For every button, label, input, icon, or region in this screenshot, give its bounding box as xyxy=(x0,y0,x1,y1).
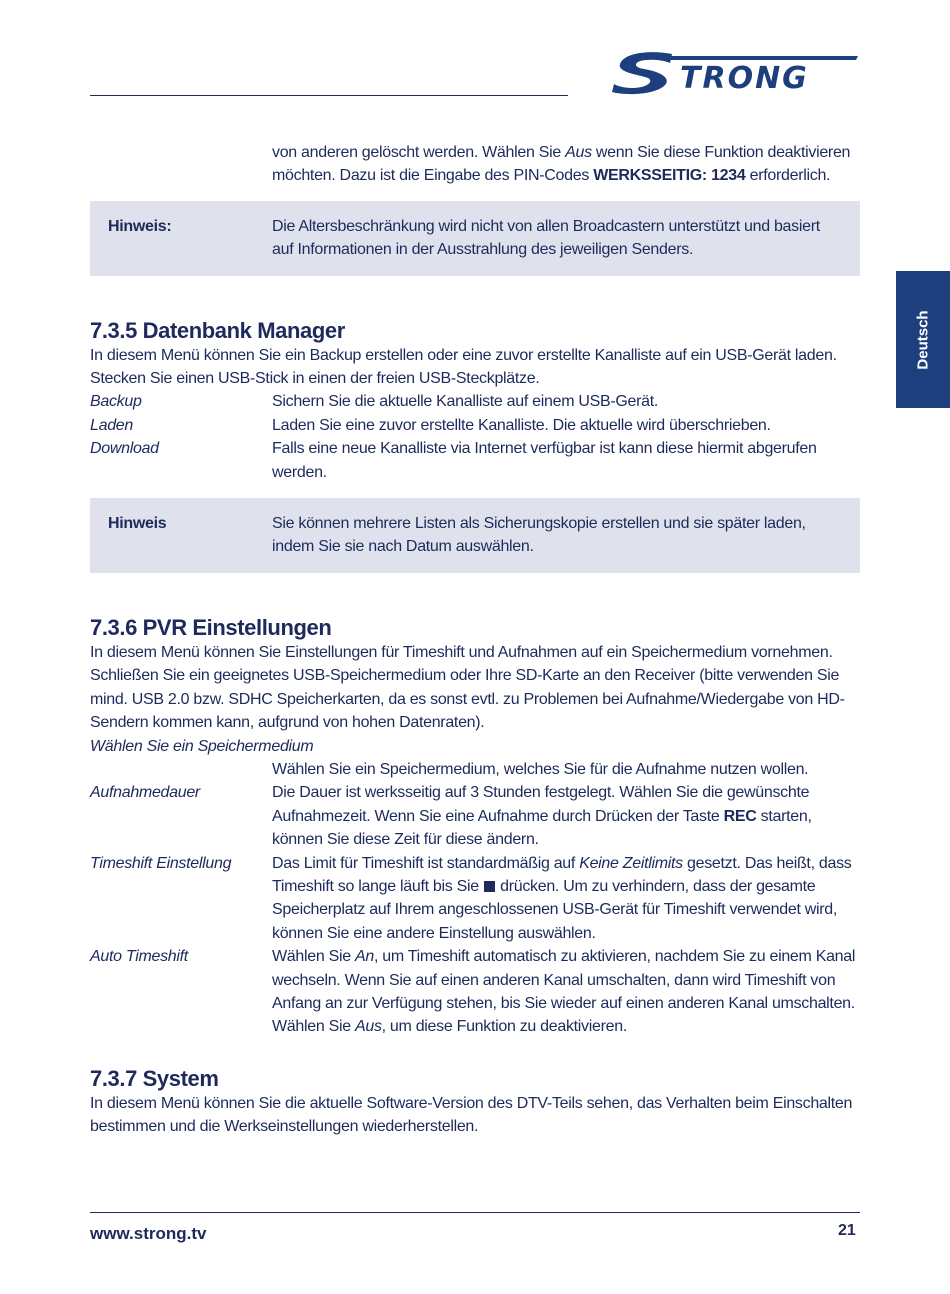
definition-desc: Falls eine neue Kanalliste via Internet verfügbar ist kann diese hiermit abgerufen werden. xyxy=(272,440,817,481)
strong-logo xyxy=(612,48,862,96)
section-title-datenbank: 7.3.5 Datenbank Manager xyxy=(90,317,345,343)
definition-row xyxy=(90,852,860,946)
page-number: 21 xyxy=(838,1222,856,1239)
language-tab xyxy=(896,271,950,408)
definition-row xyxy=(90,945,860,1039)
definition-desc: Wählen Sie ein Speichermedium, welches Sie für die Aufnahme nutzen wollen. xyxy=(272,760,809,778)
note-label: Hinweis: xyxy=(108,217,172,235)
note-label: Hinweis xyxy=(108,515,167,533)
definition-term: Auto Timeshift xyxy=(90,948,188,966)
definition-desc: Wählen Sie An, um Timeshift automatisch zu aktivieren, nachdem Sie zu einem Kanal wechseln. Wenn Sie auf einen anderen Kanal umschalten, dann wird Timeshift von Anfang an zur Verfügung stehen, bis Sie wieder auf einen anderen Kanal umschalten. Wählen Sie Aus, um diese Funktion zu deaktivieren. xyxy=(272,948,856,1036)
definition-row xyxy=(90,437,860,484)
note-box-backup xyxy=(90,498,860,573)
definition-term: Download xyxy=(90,440,159,458)
footer-url[interactable]: www.strong.tv xyxy=(90,1224,207,1243)
definition-term: Aufnahmedauer xyxy=(90,784,200,802)
section-text-system: In diesem Menü können Sie die aktuelle Software-Version des DTV-Teils sehen, das Verhalten beim Einschalten bestimmen und die Werkseinstellungen wiederherstellen. xyxy=(90,1094,853,1136)
stop-icon xyxy=(484,881,495,892)
definition-term-full: Wählen Sie ein Speichermedium xyxy=(90,737,314,755)
section-text-pvr: In diesem Menü können Sie Einstellungen für Timeshift und Aufnahmen auf ein Speichermedium vornehmen. Schließen Sie ein geeignetes USB-Speichermedium oder Ihre SD-Karte an den Receiver (bitte verwenden Sie mind. USB 2.0 bzw. SDHC Speicherkarten, da es sonst evtl. zu Problemen bei Aufnahme/Wiedergabe von HD-Sendern kommen kann, aufgrund von hohen Datenraten). xyxy=(90,643,845,732)
section-title-pvr: 7.3.6 PVR Einstellungen xyxy=(90,614,332,640)
definition-desc: Das Limit für Timeshift ist standardmäßig auf Keine Zeitlimits gesetzt. Das heißt, dass Timeshift so lange läuft bis Sie drücken. Um zu verhindern, dass der gesamte Speicherplatz auf Ihrem angeschlossenen USB-Gerät für Timeshift verwendet wird, können Sie eine andere Einstellung auswählen. xyxy=(272,854,852,942)
definition-term: Backup xyxy=(90,393,142,411)
definition-desc: Sichern Sie die aktuelle Kanalliste auf einem USB-Gerät. xyxy=(272,393,659,411)
language-tab-label: Deutsch xyxy=(914,309,932,370)
definition-row xyxy=(90,390,860,413)
intro-paragraph: von anderen gelöscht werden. Wählen Sie Aus wenn Sie diese Funktion deaktivieren möchten. Dazu ist die Eingabe des PIN-Codes WERKSSEITIG: 1234 erforderlich. xyxy=(272,144,851,185)
definition-row xyxy=(90,781,860,851)
section-title-system: 7.3.7 System xyxy=(90,1065,219,1091)
note-text: Die Altersbeschränkung wird nicht von allen Broadcastern unterstützt und basiert auf Informationen in der Ausstrahlung des jeweiligen Senders. xyxy=(272,217,820,259)
definition-term: Timeshift Einstellung xyxy=(90,854,232,872)
note-box-age-restriction xyxy=(90,201,860,276)
svg-text:TRONG: TRONG xyxy=(680,61,809,96)
definition-term: Laden xyxy=(90,416,133,434)
section-text-datenbank: In diesem Menü können Sie ein Backup erstellen oder eine zuvor erstellte Kanalliste auf ein USB-Gerät laden. Stecken Sie einen USB-Stick in einen der freien USB-Steckplätze. xyxy=(90,346,837,388)
definition-desc: Laden Sie eine zuvor erstellte Kanalliste. Die aktuelle wird überschrieben. xyxy=(272,416,771,434)
page-content xyxy=(90,141,860,1139)
header-rule xyxy=(90,95,568,96)
definition-row xyxy=(90,414,860,437)
note-text: Sie können mehrere Listen als Sicherungskopie erstellen und sie später laden, indem Sie sie nach Datum auswählen. xyxy=(272,515,806,556)
footer-rule xyxy=(90,1212,860,1213)
definition-desc: Die Dauer ist werksseitig auf 3 Stunden festgelegt. Wählen Sie die gewünschte Aufnahmezeit. Wenn Sie eine Aufnahme durch Drücken der Taste REC starten, können Sie diese Zeit für diese ändern. xyxy=(272,784,812,849)
